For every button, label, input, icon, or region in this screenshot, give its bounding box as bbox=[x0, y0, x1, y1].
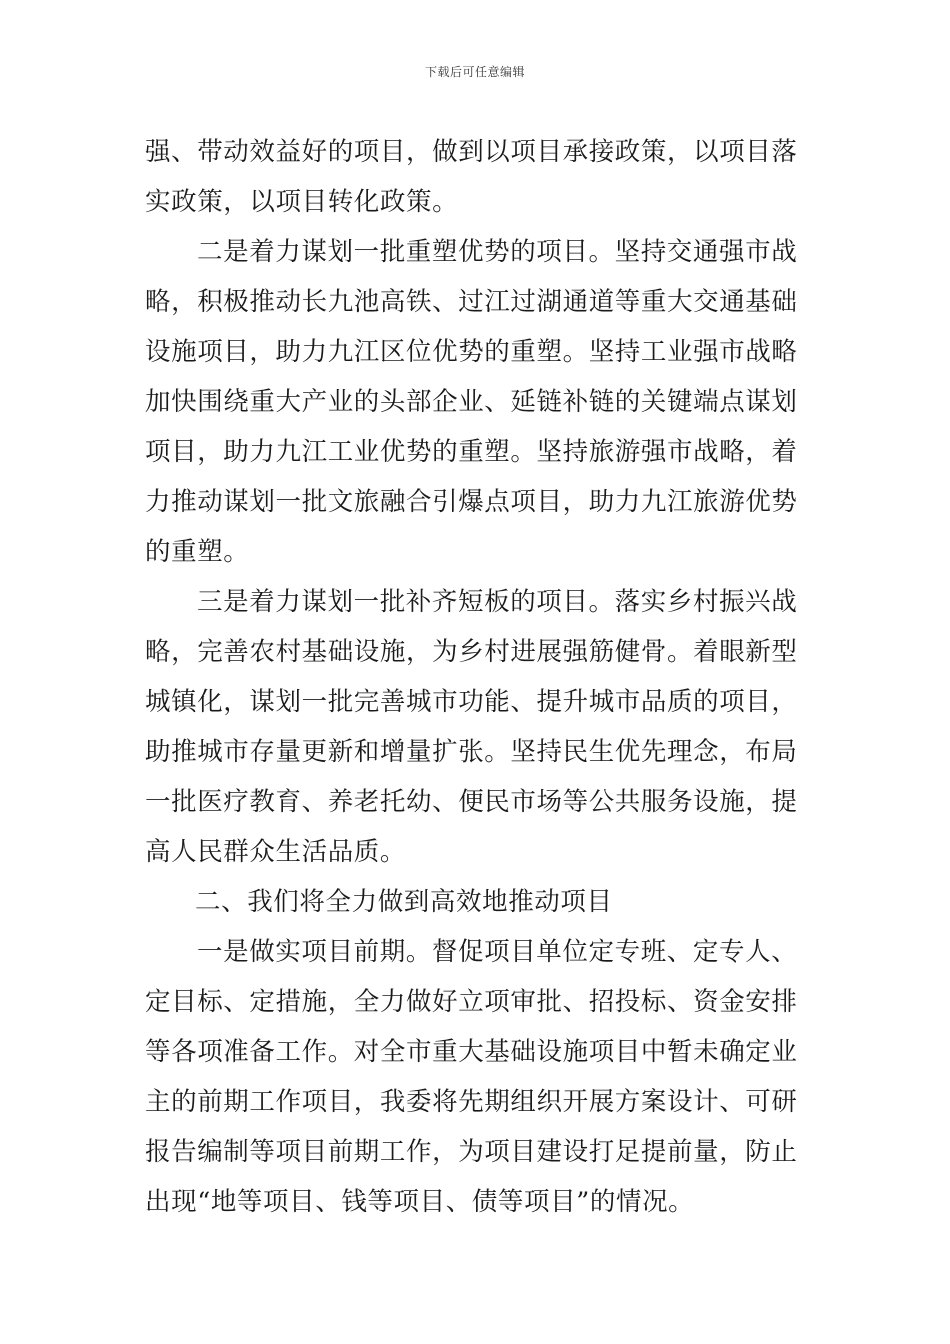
paragraph-start-line: 一是做实项目前期。督促项目单位定专班、定专人、 bbox=[197, 937, 798, 967]
paragraph-start-line: 二是着力谋划一批重塑优势的项目。坚持交通强市战 bbox=[197, 237, 798, 267]
text-line: 高人民群众生活品质。 bbox=[145, 837, 407, 867]
text-line: 略，完善农村基础设施，为乡村进展强筋健骨。着眼新型 bbox=[145, 637, 798, 667]
text-line: 强、带动效益好的项目，做到以项目承接政策，以项目落 bbox=[145, 137, 798, 167]
text-line: 出现“地等项目、钱等项目、债等项目”的情况。 bbox=[145, 1187, 695, 1217]
text-line: 助推城市存量更新和增量扩张。坚持民生优先理念，布局 bbox=[145, 737, 798, 767]
text-line: 项目，助力九江工业优势的重塑。坚持旅游强市战略，着 bbox=[145, 437, 798, 467]
header-note: 下载后可任意编辑 bbox=[424, 65, 525, 79]
text-line: 的重塑。 bbox=[145, 537, 250, 567]
text-line: 报告编制等项目前期工作，为项目建设打足提前量，防止 bbox=[145, 1137, 798, 1167]
section-heading: 二、我们将全力做到高效地推动项目 bbox=[195, 887, 613, 917]
text-line: 等各项准备工作。对全市重大基础设施项目中暂未确定业 bbox=[145, 1037, 798, 1067]
document-body bbox=[145, 127, 807, 1227]
text-line: 城镇化，谋划一批完善城市功能、提升城市品质的项目， bbox=[145, 687, 798, 717]
text-line: 实政策，以项目转化政策。 bbox=[145, 187, 459, 217]
text-line: 力推动谋划一批文旅融合引爆点项目，助力九江旅游优势 bbox=[145, 487, 798, 517]
text-line: 主的前期工作项目，我委将先期组织开展方案设计、可研 bbox=[145, 1087, 798, 1117]
text-line: 设施项目，助力九江区位优势的重塑。坚持工业强市战略 bbox=[145, 337, 798, 367]
text-line: 加快围绕重大产业的头部企业、延链补链的关键端点谋划 bbox=[145, 387, 798, 417]
paragraph-start-line: 三是着力谋划一批补齐短板的项目。落实乡村振兴战 bbox=[197, 587, 798, 617]
text-line: 一批医疗教育、养老托幼、便民市场等公共服务设施，提 bbox=[145, 787, 798, 817]
text-line: 定目标、定措施，全力做好立项审批、招投标、资金安排 bbox=[145, 987, 798, 1017]
text-line: 略，积极推动长九池高铁、过江过湖通道等重大交通基础 bbox=[145, 287, 798, 317]
